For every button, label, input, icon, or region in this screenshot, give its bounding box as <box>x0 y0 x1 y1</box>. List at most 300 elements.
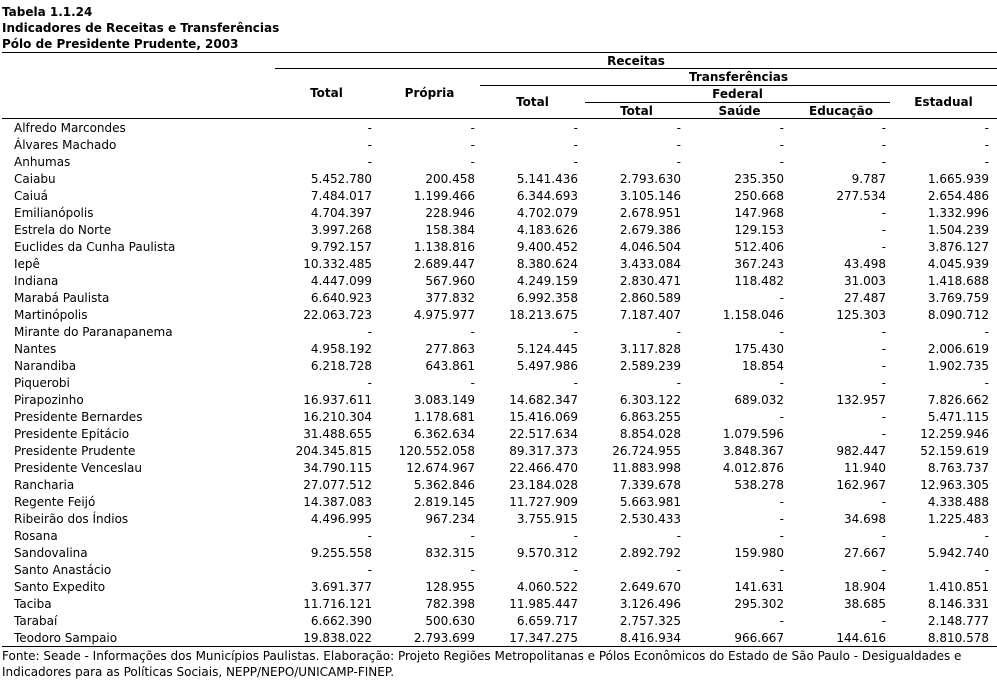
table-row <box>0 545 997 562</box>
saude-cell: 1.079.596 <box>722 427 784 441</box>
total-cell: - <box>367 155 372 169</box>
saude-cell: 3.848.367 <box>722 444 784 458</box>
header-transferencias-total: Total <box>516 95 549 109</box>
estadual-cell: 8.763.737 <box>927 461 989 475</box>
educacao-cell: 38.685 <box>844 597 886 611</box>
transferencias-total-cell: 4.060.522 <box>516 580 578 594</box>
transferencias-total-cell: 89.317.373 <box>509 444 578 458</box>
transferencias-total-cell: 22.466.470 <box>509 461 578 475</box>
transferencias-total-cell: - <box>573 325 578 339</box>
header-transferencias: Transferências <box>689 70 788 84</box>
table-row <box>0 341 997 358</box>
saude-cell: - <box>779 614 784 628</box>
total-cell: 10.332.485 <box>303 257 372 271</box>
estadual-cell: 2.654.486 <box>927 189 989 203</box>
total-cell: 11.716.121 <box>303 597 372 611</box>
table-row <box>0 188 997 205</box>
municipality-name: Anhumas <box>14 155 71 169</box>
header-receitas: Receitas <box>607 54 665 68</box>
estadual-cell: 3.876.127 <box>927 240 989 254</box>
federal-total-cell: 2.793.630 <box>619 172 681 186</box>
municipality-name: Álvares Machado <box>14 138 117 152</box>
total-cell: 31.488.655 <box>303 427 372 441</box>
estadual-cell: 1.410.851 <box>927 580 989 594</box>
propria-cell: 2.819.145 <box>413 495 475 509</box>
educacao-cell: 9.787 <box>851 172 886 186</box>
municipality-name: Euclides da Cunha Paulista <box>14 240 176 254</box>
federal-total-cell: 5.663.981 <box>619 495 681 509</box>
federal-total-cell: 6.303.122 <box>619 393 681 407</box>
estadual-cell: 12.963.305 <box>920 478 989 492</box>
transferencias-total-cell: 9.570.312 <box>516 546 578 560</box>
municipality-name: Ribeirão dos Índios <box>14 512 129 526</box>
table-row <box>0 494 997 511</box>
saude-cell: 689.032 <box>734 393 784 407</box>
saude-cell: - <box>779 155 784 169</box>
saude-cell: 18.854 <box>742 359 784 373</box>
table-row <box>0 358 997 375</box>
estadual-cell: 1.225.483 <box>927 512 989 526</box>
propria-cell: 377.832 <box>425 291 475 305</box>
table-row <box>0 307 997 324</box>
federal-total-cell: 2.830.471 <box>619 274 681 288</box>
municipality-name: Narandiba <box>14 359 77 373</box>
educacao-cell: - <box>881 427 886 441</box>
federal-total-cell: 3.105.146 <box>619 189 681 203</box>
educacao-cell: - <box>881 240 886 254</box>
total-cell: 22.063.723 <box>303 308 372 322</box>
table-row <box>0 579 997 596</box>
propria-cell: 4.975.977 <box>413 308 475 322</box>
municipality-name: Piquerobi <box>14 376 70 390</box>
saude-cell: - <box>779 495 784 509</box>
municipality-name: Alfredo Marcondes <box>14 121 126 135</box>
federal-total-cell: - <box>676 376 681 390</box>
federal-rule <box>585 102 890 103</box>
transferencias-total-cell: 15.416.069 <box>509 410 578 424</box>
total-cell: - <box>367 529 372 543</box>
saude-cell: - <box>779 529 784 543</box>
total-cell: 6.662.390 <box>310 614 372 628</box>
total-cell: - <box>367 138 372 152</box>
estadual-cell: 8.810.578 <box>927 631 989 645</box>
educacao-cell: 11.940 <box>844 461 886 475</box>
header-federal: Federal <box>712 87 763 101</box>
propria-cell: - <box>470 376 475 390</box>
header-educacao: Educação <box>809 104 873 118</box>
saude-cell: 147.968 <box>734 206 784 220</box>
table-row <box>0 443 997 460</box>
educacao-cell: - <box>881 614 886 628</box>
propria-cell: 782.398 <box>425 597 475 611</box>
total-cell: 4.704.397 <box>310 206 372 220</box>
federal-total-cell: - <box>676 138 681 152</box>
total-cell: 4.958.192 <box>310 342 372 356</box>
propria-cell: 643.861 <box>425 359 475 373</box>
educacao-cell: - <box>881 206 886 220</box>
saude-cell: 141.631 <box>734 580 784 594</box>
saude-cell: 966.667 <box>734 631 784 645</box>
propria-cell: - <box>470 529 475 543</box>
transferencias-total-cell: - <box>573 121 578 135</box>
federal-total-cell: 8.416.934 <box>619 631 681 645</box>
municipality-name: Presidente Epitácio <box>14 427 130 441</box>
federal-total-cell: 3.126.496 <box>619 597 681 611</box>
total-cell: - <box>367 121 372 135</box>
estadual-cell: 3.769.759 <box>927 291 989 305</box>
estadual-cell: 5.942.740 <box>927 546 989 560</box>
municipality-name: Presidente Venceslau <box>14 461 142 475</box>
saude-cell: 538.278 <box>734 478 784 492</box>
saude-cell: - <box>779 325 784 339</box>
table-body <box>0 120 997 647</box>
table-row <box>0 630 997 647</box>
estadual-cell: - <box>984 563 989 577</box>
estadual-cell: 1.504.239 <box>927 223 989 237</box>
top-rule <box>2 52 997 53</box>
federal-total-cell: 3.117.828 <box>619 342 681 356</box>
estadual-cell: 52.159.619 <box>920 444 989 458</box>
propria-cell: - <box>470 325 475 339</box>
educacao-cell: 27.667 <box>844 546 886 560</box>
federal-total-cell: 8.854.028 <box>619 427 681 441</box>
saude-cell: 129.153 <box>734 223 784 237</box>
total-cell: 6.640.923 <box>310 291 372 305</box>
transferencias-total-cell: 18.213.675 <box>509 308 578 322</box>
propria-cell: - <box>470 155 475 169</box>
estadual-cell: 2.148.777 <box>927 614 989 628</box>
estadual-cell: - <box>984 155 989 169</box>
estadual-cell: - <box>984 376 989 390</box>
table-row <box>0 120 997 137</box>
municipality-name: Caiabu <box>14 172 56 186</box>
transferencias-total-cell: 5.124.445 <box>516 342 578 356</box>
federal-total-cell: 7.187.407 <box>619 308 681 322</box>
bottom-rule <box>2 646 997 647</box>
estadual-cell: 2.006.619 <box>927 342 989 356</box>
table-title: Indicadores de Receitas e Transferências <box>2 21 280 35</box>
federal-total-cell: - <box>676 529 681 543</box>
propria-cell: - <box>470 138 475 152</box>
transferencias-total-cell: 4.249.159 <box>516 274 578 288</box>
table-row <box>0 477 997 494</box>
educacao-cell: - <box>881 342 886 356</box>
federal-total-cell: 2.679.386 <box>619 223 681 237</box>
table-number: Tabela 1.1.24 <box>2 5 93 19</box>
table-row <box>0 239 997 256</box>
propria-cell: 158.384 <box>425 223 475 237</box>
table-row <box>0 290 997 307</box>
saude-cell: 235.350 <box>734 172 784 186</box>
transferencias-total-cell: 11.985.447 <box>509 597 578 611</box>
transferencias-total-cell: - <box>573 155 578 169</box>
transferencias-total-cell: - <box>573 138 578 152</box>
educacao-cell: - <box>881 359 886 373</box>
total-cell: 14.387.083 <box>303 495 372 509</box>
total-cell: 6.218.728 <box>310 359 372 373</box>
federal-total-cell: 2.860.589 <box>619 291 681 305</box>
municipality-name: Sandovalina <box>14 546 88 560</box>
federal-total-cell: 6.863.255 <box>619 410 681 424</box>
table-row <box>0 375 997 392</box>
estadual-cell: - <box>984 121 989 135</box>
estadual-cell: - <box>984 138 989 152</box>
federal-total-cell: - <box>676 325 681 339</box>
municipality-name: Presidente Prudente <box>14 444 136 458</box>
propria-cell: 228.946 <box>425 206 475 220</box>
federal-total-cell: - <box>676 121 681 135</box>
header-estadual: Estadual <box>914 95 973 109</box>
estadual-cell: 4.338.488 <box>927 495 989 509</box>
estadual-cell: - <box>984 529 989 543</box>
total-cell: 9.792.157 <box>310 240 372 254</box>
educacao-cell: - <box>881 529 886 543</box>
municipality-name: Taciba <box>14 597 52 611</box>
saude-cell: - <box>779 376 784 390</box>
federal-total-cell: 2.678.951 <box>619 206 681 220</box>
estadual-cell: 1.332.996 <box>927 206 989 220</box>
table-row <box>0 596 997 613</box>
propria-cell: 967.234 <box>425 512 475 526</box>
saude-cell: 250.668 <box>734 189 784 203</box>
saude-cell: 159.980 <box>734 546 784 560</box>
saude-cell: 367.243 <box>734 257 784 271</box>
saude-cell: - <box>779 563 784 577</box>
educacao-cell: 27.487 <box>844 291 886 305</box>
municipality-name: Teodoro Sampaio <box>14 631 118 645</box>
total-cell: 34.790.115 <box>303 461 372 475</box>
saude-cell: - <box>779 291 784 305</box>
estadual-cell: 8.146.331 <box>927 597 989 611</box>
transferencias-total-cell: 11.727.909 <box>509 495 578 509</box>
table-row <box>0 171 997 188</box>
federal-total-cell: 2.589.239 <box>619 359 681 373</box>
saude-cell: 175.430 <box>734 342 784 356</box>
educacao-cell: - <box>881 155 886 169</box>
transferencias-rule <box>480 85 997 86</box>
propria-cell: 12.674.967 <box>406 461 475 475</box>
propria-cell: 6.362.634 <box>413 427 475 441</box>
propria-cell: 3.083.149 <box>413 393 475 407</box>
header-federal-total: Total <box>620 104 653 118</box>
municipality-name: Iepê <box>14 257 40 271</box>
total-cell: 9.255.558 <box>310 546 372 560</box>
table-row <box>0 511 997 528</box>
total-cell: 5.452.780 <box>310 172 372 186</box>
municipality-name: Presidente Bernardes <box>14 410 143 424</box>
transferencias-total-cell: 6.992.358 <box>516 291 578 305</box>
propria-cell: 1.138.816 <box>413 240 475 254</box>
total-cell: - <box>367 376 372 390</box>
table-row <box>0 256 997 273</box>
municipality-name: Santo Expedito <box>14 580 106 594</box>
table-row <box>0 273 997 290</box>
table-row <box>0 324 997 341</box>
table-row <box>0 137 997 154</box>
propria-cell: 1.199.466 <box>413 189 475 203</box>
educacao-cell: - <box>881 410 886 424</box>
table-row <box>0 613 997 630</box>
total-cell: 3.691.377 <box>310 580 372 594</box>
saude-cell: 295.302 <box>734 597 784 611</box>
municipality-name: Rosana <box>14 529 58 543</box>
transferencias-total-cell: 6.659.717 <box>516 614 578 628</box>
municipality-name: Santo Anastácio <box>14 563 112 577</box>
educacao-cell: 982.447 <box>836 444 886 458</box>
transferencias-total-cell: - <box>573 376 578 390</box>
table-subtitle: Pólo de Presidente Prudente, 2003 <box>2 37 239 51</box>
educacao-cell: 18.904 <box>844 580 886 594</box>
transferencias-total-cell: 14.682.347 <box>509 393 578 407</box>
municipality-name: Nantes <box>14 342 57 356</box>
total-cell: 16.210.304 <box>303 410 372 424</box>
educacao-cell: 277.534 <box>836 189 886 203</box>
saude-cell: 1.158.046 <box>722 308 784 322</box>
table-row <box>0 222 997 239</box>
federal-total-cell: 2.757.325 <box>619 614 681 628</box>
transferencias-total-cell: 4.702.079 <box>516 206 578 220</box>
total-cell: 19.838.022 <box>303 631 372 645</box>
educacao-cell: - <box>881 121 886 135</box>
transferencias-total-cell: 3.755.915 <box>516 512 578 526</box>
saude-cell: 118.482 <box>734 274 784 288</box>
educacao-cell: - <box>881 376 886 390</box>
propria-cell: - <box>470 563 475 577</box>
estadual-cell: 5.471.115 <box>927 410 989 424</box>
table-row <box>0 426 997 443</box>
municipality-name: Mirante do Paranapanema <box>14 325 173 339</box>
estadual-cell: 4.045.939 <box>927 257 989 271</box>
table-row <box>0 205 997 222</box>
municipality-name: Rancharia <box>14 478 75 492</box>
total-cell: 204.345.815 <box>295 444 372 458</box>
propria-cell: 2.793.699 <box>413 631 475 645</box>
header-bottom-rule <box>2 118 997 119</box>
transferencias-total-cell: 22.517.634 <box>509 427 578 441</box>
federal-total-cell: 26.724.955 <box>612 444 681 458</box>
educacao-cell: 34.698 <box>844 512 886 526</box>
table-row <box>0 154 997 171</box>
municipality-name: Tarabaí <box>14 614 58 628</box>
educacao-cell: - <box>881 223 886 237</box>
municipality-name: Martinópolis <box>14 308 88 322</box>
federal-total-cell: 3.433.084 <box>619 257 681 271</box>
header-total: Total <box>310 86 343 100</box>
federal-total-cell: 7.339.678 <box>619 478 681 492</box>
municipality-name: Estrela do Norte <box>14 223 112 237</box>
total-cell: 16.937.611 <box>303 393 372 407</box>
estadual-cell: 1.418.688 <box>927 274 989 288</box>
table-row <box>0 409 997 426</box>
source-note: Fonte: Seade - Informações dos Municípios Paulistas. Elaboração: Projeto Regiões Metropolitanas e Pólos Econômicos do Estado de São Paulo - Desigualdades e Indicadores para as Políticas Sociais, NEPP/NEPO/UNICAMP-FINEP. <box>2 649 962 679</box>
transferencias-total-cell: 5.141.436 <box>516 172 578 186</box>
transferencias-total-cell: - <box>573 529 578 543</box>
saude-cell: - <box>779 410 784 424</box>
federal-total-cell: - <box>676 155 681 169</box>
transferencias-total-cell: 23.184.028 <box>509 478 578 492</box>
educacao-cell: - <box>881 495 886 509</box>
municipality-name: Indiana <box>14 274 59 288</box>
transferencias-total-cell: 6.344.693 <box>516 189 578 203</box>
educacao-cell: - <box>881 325 886 339</box>
estadual-cell: 7.826.662 <box>927 393 989 407</box>
header-saude: Saúde <box>718 104 761 118</box>
total-cell: 27.077.512 <box>303 478 372 492</box>
educacao-cell: 144.616 <box>836 631 886 645</box>
propria-cell: 128.955 <box>425 580 475 594</box>
transferencias-total-cell: 9.400.452 <box>516 240 578 254</box>
transferencias-total-cell: 17.347.275 <box>509 631 578 645</box>
federal-total-cell: 2.892.792 <box>619 546 681 560</box>
propria-cell: 1.178.681 <box>413 410 475 424</box>
estadual-cell: 12.259.946 <box>920 427 989 441</box>
educacao-cell: 31.003 <box>844 274 886 288</box>
municipality-name: Marabá Paulista <box>14 291 110 305</box>
propria-cell: 120.552.058 <box>398 444 475 458</box>
propria-cell: 500.630 <box>425 614 475 628</box>
municipality-name: Pirapozinho <box>14 393 84 407</box>
table-row <box>0 460 997 477</box>
municipality-name: Emilianópolis <box>14 206 94 220</box>
federal-total-cell: 2.530.433 <box>619 512 681 526</box>
total-cell: - <box>367 563 372 577</box>
total-cell: 4.496.995 <box>310 512 372 526</box>
propria-cell: 200.458 <box>425 172 475 186</box>
federal-total-cell: 2.649.670 <box>619 580 681 594</box>
federal-total-cell: 4.046.504 <box>619 240 681 254</box>
table-row <box>0 562 997 579</box>
municipality-name: Regente Feijó <box>14 495 96 509</box>
saude-cell: - <box>779 512 784 526</box>
header-propria: Própria <box>404 86 455 100</box>
transferencias-total-cell: 4.183.626 <box>516 223 578 237</box>
estadual-cell: 1.902.735 <box>927 359 989 373</box>
educacao-cell: 132.957 <box>836 393 886 407</box>
table-row <box>0 528 997 545</box>
estadual-cell: - <box>984 325 989 339</box>
saude-cell: 4.012.876 <box>722 461 784 475</box>
receitas-rule <box>275 68 997 69</box>
propria-cell: 567.960 <box>425 274 475 288</box>
propria-cell: 5.362.846 <box>413 478 475 492</box>
educacao-cell: - <box>881 563 886 577</box>
total-cell: 4.447.099 <box>310 274 372 288</box>
educacao-cell: 162.967 <box>836 478 886 492</box>
estadual-cell: 1.665.939 <box>927 172 989 186</box>
estadual-cell: 8.090.712 <box>927 308 989 322</box>
propria-cell: 832.315 <box>425 546 475 560</box>
saude-cell: 512.406 <box>734 240 784 254</box>
federal-total-cell: - <box>676 563 681 577</box>
transferencias-total-cell: 8.380.624 <box>516 257 578 271</box>
total-cell: 3.997.268 <box>310 223 372 237</box>
saude-cell: - <box>779 138 784 152</box>
municipality-name: Caiuá <box>14 189 49 203</box>
total-cell: - <box>367 325 372 339</box>
propria-cell: 2.689.447 <box>413 257 475 271</box>
table-row <box>0 392 997 409</box>
saude-cell: - <box>779 121 784 135</box>
educacao-cell: 43.498 <box>844 257 886 271</box>
educacao-cell: - <box>881 138 886 152</box>
federal-total-cell: 11.883.998 <box>612 461 681 475</box>
total-cell: 7.484.017 <box>310 189 372 203</box>
transferencias-total-cell: 5.497.986 <box>516 359 578 373</box>
propria-cell: 277.863 <box>425 342 475 356</box>
transferencias-total-cell: - <box>573 563 578 577</box>
propria-cell: - <box>470 121 475 135</box>
educacao-cell: 125.303 <box>836 308 886 322</box>
